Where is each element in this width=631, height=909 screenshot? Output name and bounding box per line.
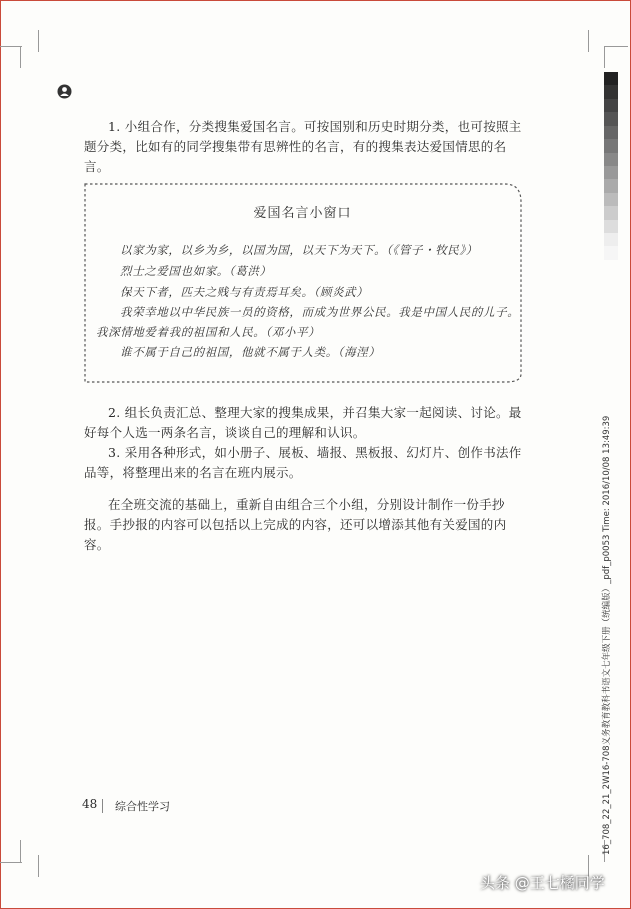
footer-divider [102, 799, 103, 813]
footer-section-label: 综合性学习 [115, 800, 170, 813]
quote-box-title: 爱国名言小窗口 [253, 206, 352, 221]
quote-line: 保天下者，匹夫之贱与有责焉耳矣。（顾炎武） [120, 285, 369, 299]
quote-line: 我荣幸地以中华民族一员的资格，而成为世界公民。我是中国人民的儿子。 [120, 305, 520, 319]
crop-mark [0, 862, 22, 863]
instruction-paragraph-3: 在全班交流的基础上，重新自由组合三个小组，分别设计制作一份手抄报。手抄报的内容可以包括以上完成的内容，还可以增添其他有关爱国的内容。 [84, 497, 507, 552]
crop-mark [0, 46, 22, 47]
instruction-paragraph-1: 1. 小组合作，分类搜集爱国名言。可按国别和历史时期分类，也可按照主题分类，比如有的同学搜集带有思辨性的名言，有的搜集表达爱国情思的名言。 [84, 119, 522, 174]
quote-line: 我深情地爱着我的祖国和人民。（邓小平） [96, 325, 321, 339]
person-icon [57, 84, 72, 99]
crop-mark [38, 855, 39, 877]
gray-scale-bar [604, 72, 618, 260]
crop-mark [20, 840, 21, 862]
instruction-item-3: 3. 采用各种形式，如小册子、展板、墙报、黑板报、幻灯片、创作书法作品等，将整理出来的名言在班内展示。 [84, 445, 522, 480]
instruction-paragraph-2 [84, 403, 529, 483]
crop-mark [588, 30, 589, 52]
quote-line: 谁不属于自己的祖国，他就不属于人类。（海涅） [120, 345, 381, 359]
page-number: 48 [82, 797, 98, 811]
crop-mark [604, 46, 605, 68]
quote-line: 烈士之爱国也如家。（葛洪） [120, 264, 272, 278]
crop-mark [38, 30, 39, 52]
quote-box [82, 182, 523, 384]
crop-mark [604, 46, 628, 47]
watermark: 头条 @王七橘同学 [480, 874, 605, 892]
instruction-item-2: 2. 组长负责汇总、整理大家的搜集成果，并召集大家一起阅读、讨论。最好每个人选一两条名言，谈谈自己的理解和认识。 [84, 405, 522, 440]
side-print-info: 16_708_22_21_2W16-708义务教育教科书语文七年级下册（统编版）_pdf_p0053 Time: 2016/10/08 13:49:39 [602, 415, 612, 855]
quote-line: 以家为家，以乡为乡，以国为国，以天下为天下。（《管子・牧民》） [120, 243, 478, 257]
crop-mark [20, 46, 21, 68]
